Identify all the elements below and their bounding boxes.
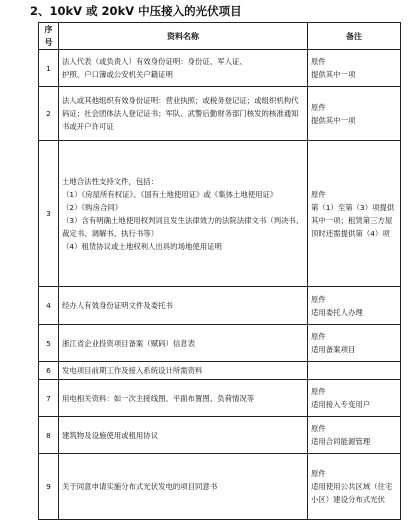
table-row <box>39 417 401 454</box>
table-row <box>39 380 401 417</box>
material-cell <box>59 87 308 141</box>
header-note: 备注 <box>308 23 401 50</box>
material-line: （4）租赁协议或土地权利人出具的场地使用证明 <box>62 241 222 251</box>
table-row <box>39 325 401 362</box>
header-material: 资料名称 <box>59 23 308 50</box>
row-number: 8 <box>39 417 59 454</box>
table-row <box>39 362 401 380</box>
material-line: （3）含有明确土地使用权判词且发生法律效力的法院法律文书（判决书、裁定书、调解书、执行书等） <box>62 215 304 238</box>
table-header-row <box>39 23 401 50</box>
note-cell <box>308 50 401 87</box>
note-line: 提供其中一项 <box>311 70 356 79</box>
table-row <box>39 287 401 325</box>
row-number: 4 <box>39 287 59 325</box>
table-row <box>39 141 401 287</box>
note-cell <box>308 454 401 520</box>
note-line: 适用使用公共区域（住宅小区）建设分布式光伏 <box>311 482 393 504</box>
material-cell <box>59 454 308 520</box>
row-number: 6 <box>39 362 59 380</box>
row-number: 9 <box>39 454 59 520</box>
material-line: 法人代表（或负责人）有效身份证明：身份证、军人证、 <box>62 57 247 66</box>
note-line: 原件 <box>311 57 326 66</box>
material-line: 发电项目前期工作及接入系统设计所需资料 <box>62 366 203 375</box>
note-cell <box>308 325 401 362</box>
material-cell <box>59 362 308 380</box>
material-cell <box>59 380 308 417</box>
table-row <box>39 50 401 87</box>
material-line: （2）《购房合同》 <box>62 202 123 212</box>
row-number: 1 <box>39 50 59 87</box>
note-cell <box>308 141 401 287</box>
section-title: 2、10kV 或 20kV 中压接入的光伏项目 <box>30 4 242 18</box>
material-cell <box>59 287 308 325</box>
material-line: 用电相关资料：如一次主接线图、平面布置图、负荷情况等 <box>62 393 255 403</box>
table-row <box>39 87 401 141</box>
note-line: 适用合同能源管理 <box>311 437 371 446</box>
row-number: 3 <box>39 141 59 287</box>
materials-table <box>38 22 401 520</box>
note-cell <box>308 362 401 380</box>
header-num: 序号 <box>39 23 59 50</box>
material-line: 建筑物及设施使用或租用协议 <box>62 430 159 440</box>
material-cell <box>59 417 308 454</box>
note-line: 适用接入专变用户 <box>311 400 371 409</box>
note-line: 适用委托人办理 <box>311 307 363 317</box>
row-number: 7 <box>39 380 59 417</box>
material-line: 经办人有效身份证明文件及委托书 <box>62 301 173 310</box>
material-cell <box>59 141 308 287</box>
note-line: 原件 <box>311 387 326 396</box>
note-line: 原件 <box>311 332 326 341</box>
row-number: 2 <box>39 87 59 141</box>
note-cell <box>308 87 401 141</box>
note-line: 第（1）至第（3）项提供其中一项；租赁第三方屋顶时还需提供第（4）项 <box>311 202 395 238</box>
material-line: 浙江省企业投资项目备案（赋码）信息表 <box>62 338 196 348</box>
note-cell <box>308 287 401 325</box>
material-cell <box>59 50 308 87</box>
material-line: 护照、户口簿或公安机关户籍证明 <box>62 70 173 79</box>
material-line: （1）《房屋所有权证》、《国有土地使用证》或《集体土地使用证》 <box>62 189 278 199</box>
material-line: 关于同意申请实施分布式光伏发电的项目同意书 <box>62 482 218 491</box>
note-line: 原件 <box>311 469 326 478</box>
note-line: 适用备案项目 <box>311 345 356 354</box>
note-line: 原件 <box>311 102 326 112</box>
note-line: 原件 <box>311 189 326 199</box>
material-line: 法人或其他组织有效身份证明：营业执照；或税务登记证；或组织机构代码证；社会团体法人登记证书；军队、武警后勤财务部门核发的核准通知书或开户许可证 <box>62 96 299 131</box>
note-line: 原件 <box>311 424 326 433</box>
table-row <box>39 454 401 520</box>
material-line: 土地合法性支持文件，包括： <box>62 176 159 186</box>
note-cell <box>308 380 401 417</box>
note-line: 提供其中一项 <box>311 115 356 125</box>
row-number: 5 <box>39 325 59 362</box>
material-cell <box>59 325 308 362</box>
note-cell <box>308 417 401 454</box>
note-line: 原件 <box>311 294 326 304</box>
